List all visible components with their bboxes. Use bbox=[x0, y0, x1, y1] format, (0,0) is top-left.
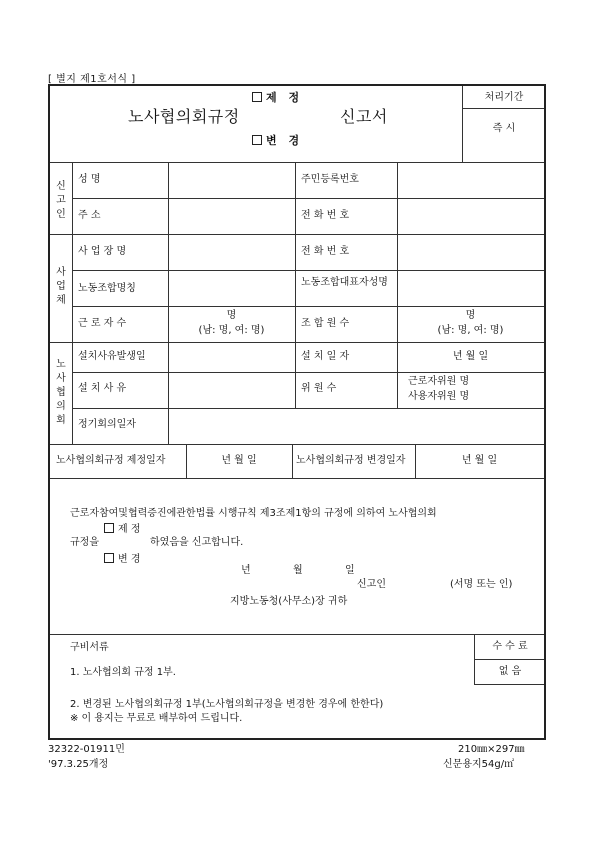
enact-date-ymd: 년 월 일 bbox=[221, 455, 257, 466]
label-address: 주 소 bbox=[78, 210, 101, 221]
label-union-name: 노동조합명칭 bbox=[78, 283, 136, 294]
statement-month: 월 bbox=[293, 565, 303, 576]
members-unit: 명 bbox=[465, 310, 476, 321]
statement-line2a: 규정을 bbox=[70, 537, 99, 548]
title-option-enact: 제 정 bbox=[252, 92, 303, 103]
label-regular-meeting: 정기회의일자 bbox=[78, 419, 136, 430]
checkbox-enact[interactable] bbox=[252, 92, 262, 102]
footer-revised: '97.3.25개정 bbox=[48, 759, 109, 770]
change-date-ymd: 년 월 일 bbox=[461, 455, 498, 466]
header-bottom-line bbox=[50, 162, 544, 163]
documents-note: ※ 이 용지는 무료로 배부하여 드립니다. bbox=[70, 713, 243, 724]
label-phone: 전 화 번 호 bbox=[301, 210, 350, 221]
label-resident-no: 주민등록번호 bbox=[301, 174, 359, 185]
processing-value: 즉 시 bbox=[492, 123, 516, 134]
footer-code: 32322-01911민 bbox=[48, 744, 125, 755]
statement-enact-option: 제 정 bbox=[104, 523, 141, 535]
title-main: 노사협의회규정 bbox=[128, 107, 240, 126]
label-enact-date: 노사협의회규정 제정일자 bbox=[56, 455, 166, 466]
title-suffix: 신고서 bbox=[340, 107, 388, 126]
form-frame bbox=[48, 84, 546, 740]
section-reporter: 신고인 bbox=[56, 181, 66, 220]
processing-label: 처리기간 bbox=[484, 92, 524, 103]
label-committee: 위 원 수 bbox=[301, 383, 337, 394]
section-council: 노사협의회 bbox=[56, 359, 66, 426]
checkbox-statement-enact[interactable] bbox=[104, 523, 114, 533]
fee-label: 수 수 료 bbox=[492, 641, 528, 652]
statement-day: 일 bbox=[345, 565, 355, 576]
label-workers: 근 로 자 수 bbox=[78, 318, 127, 329]
documents-item-2: 2. 변경된 노사협의회규정 1부(노사협의회규정을 변경한 경우에 한한다) bbox=[70, 699, 384, 710]
statement-change-option: 변 경 bbox=[104, 553, 141, 565]
label-phone-2: 전 화 번 호 bbox=[301, 246, 350, 257]
checkbox-statement-change[interactable] bbox=[104, 553, 114, 563]
label-change-date: 노사협의회규정 변경일자 bbox=[296, 455, 406, 466]
title-option-change: 변 경 bbox=[252, 135, 303, 146]
statement-line2b: 하였음을 신고합니다. bbox=[150, 537, 244, 548]
workers-unit: 명 bbox=[226, 310, 237, 321]
checkbox-change[interactable] bbox=[252, 135, 262, 145]
label-company-name: 사 업 장 명 bbox=[78, 246, 127, 257]
form-number: [ 별지 제1호서식 ] bbox=[48, 74, 136, 85]
statement-reporter: 신고인 bbox=[357, 579, 386, 590]
worker-committee: 근로자위원 명 bbox=[408, 376, 470, 387]
employer-committee: 사용자위원 명 bbox=[408, 391, 470, 402]
label-name: 성 명 bbox=[78, 174, 101, 185]
statement-addressee: 지방노동청(사무소)장 귀하 bbox=[230, 596, 348, 607]
statement-signature: (서명 또는 인) bbox=[450, 579, 513, 590]
label-union-members: 조 합 원 수 bbox=[301, 318, 350, 329]
statement-line1: 근로자참여및협력증진에관한법률 시행규칙 제3조제1항의 규정에 의하여 노사협의회 bbox=[70, 508, 437, 519]
label-install-date: 설 치 일 자 bbox=[301, 351, 350, 362]
documents-title: 구비서류 bbox=[70, 642, 109, 653]
install-date-ymd: 년 월 일 bbox=[452, 351, 489, 362]
footer-paper: 신문용지54g/㎡ bbox=[443, 759, 515, 770]
label-union-rep: 노동조합대표자성명 bbox=[301, 277, 388, 288]
section-workplace: 사업체 bbox=[56, 267, 66, 306]
processing-divider bbox=[462, 108, 544, 109]
footer-size: 210㎜×297㎜ bbox=[458, 744, 525, 755]
statement-year: 년 bbox=[241, 565, 251, 576]
fee-value: 없 음 bbox=[498, 666, 522, 677]
label-install-reason: 설 치 사 유 bbox=[78, 383, 127, 394]
workers-breakdown: (남: 명, 여: 명) bbox=[198, 325, 265, 336]
members-breakdown: (남: 명, 여: 명) bbox=[437, 325, 504, 336]
label-reason-date: 설치사유발생일 bbox=[78, 351, 146, 362]
documents-item-1: 1. 노사협의회 규정 1부. bbox=[70, 667, 176, 678]
